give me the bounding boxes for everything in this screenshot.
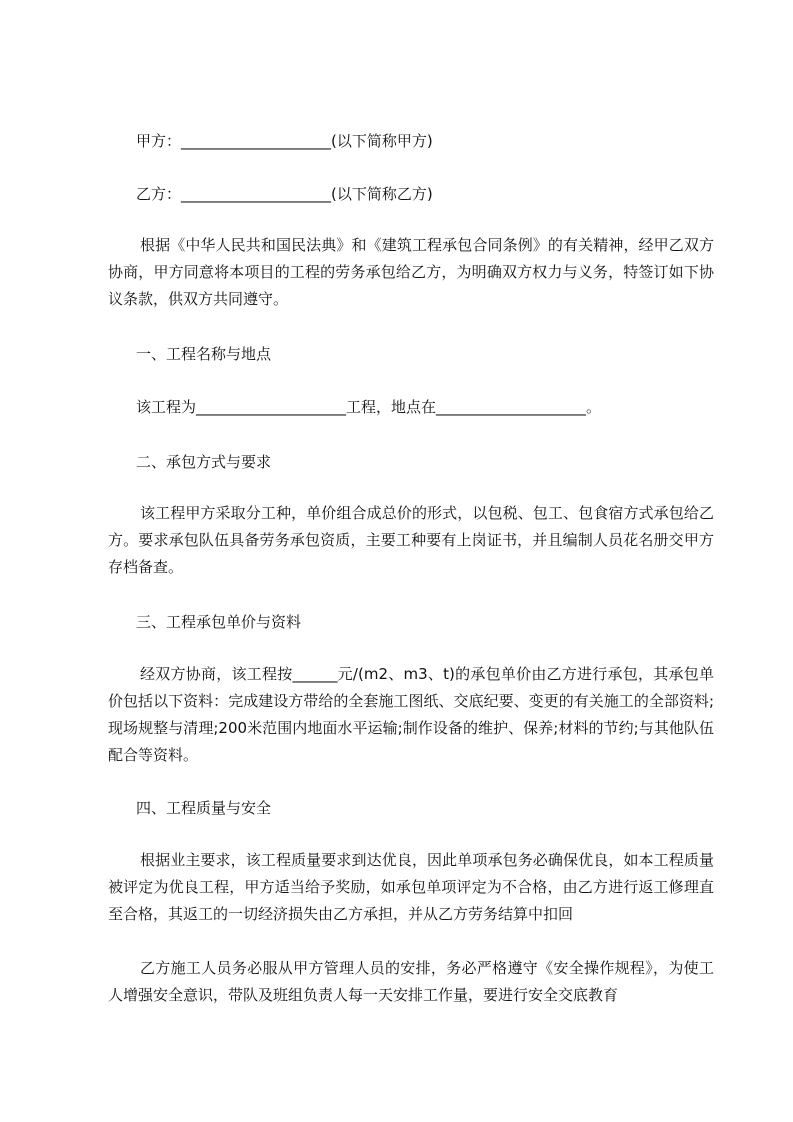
- party-a-line: 甲方：____________________(以下简称甲方): [136, 132, 433, 150]
- party-b-line: 乙方：____________________(以下简称乙方): [136, 185, 433, 203]
- section-4-heading: 四、工程质量与安全: [136, 799, 272, 817]
- section-1-heading: 一、工程名称与地点: [136, 345, 272, 363]
- section-2-paragraph: 该工程甲方采取分工种，单价组合成总价的形式，以包税、包工、包食宿方式承包给乙方。要求承包队伍具备劳务承包资质，主要工种要有上岗证书，并且编制人员花名册交甲方存档备查。: [108, 504, 714, 576]
- section-3-paragraph: 经双方协商，该工程按______元/(m2、m3、t)的承包单价由乙方进行承包，其承包单价包括以下资料：完成建设方带给的全套施工图纸、交底纪要、变更的有关施工的全部资料;现场规整与清理;200米范围内地面水平运输;制作设备的维护、保养;材料的节约;与其他队伍配合等资料。: [108, 665, 714, 764]
- section-1-paragraph: 该工程为____________________工程，地点在____________________。: [136, 398, 602, 416]
- section-4-paragraph-2: 乙方施工人员务必服从甲方管理人员的安排，务必严格遵守《安全操作规程》，为使工人增强安全意识，带队及班组负责人每一天安排工作量，要进行安全交底教育: [108, 959, 714, 1004]
- section-2-heading: 二、承包方式与要求: [136, 453, 272, 471]
- intro-paragraph: 根据《中华人民共和国民法典》和《建筑工程承包合同条例》的有关精神，经甲乙双方协商，甲方同意将本项目的工程的劳务承包给乙方，为明确双方权力与义务，特签订如下协议条款，供双方共同遵守。: [108, 236, 714, 308]
- section-3-heading: 三、工程承包单价与资料: [136, 613, 302, 631]
- section-4-paragraph-1: 根据业主要求，该工程质量要求到达优良，因此单项承包务必确保优良，如本工程质量被评定为优良工程，甲方适当给予奖励，如承包单项评定为不合格，由乙方进行返工修理直至合格，其返工的一切经济损失由乙方承担，并从乙方劳务结算中扣回: [108, 851, 714, 923]
